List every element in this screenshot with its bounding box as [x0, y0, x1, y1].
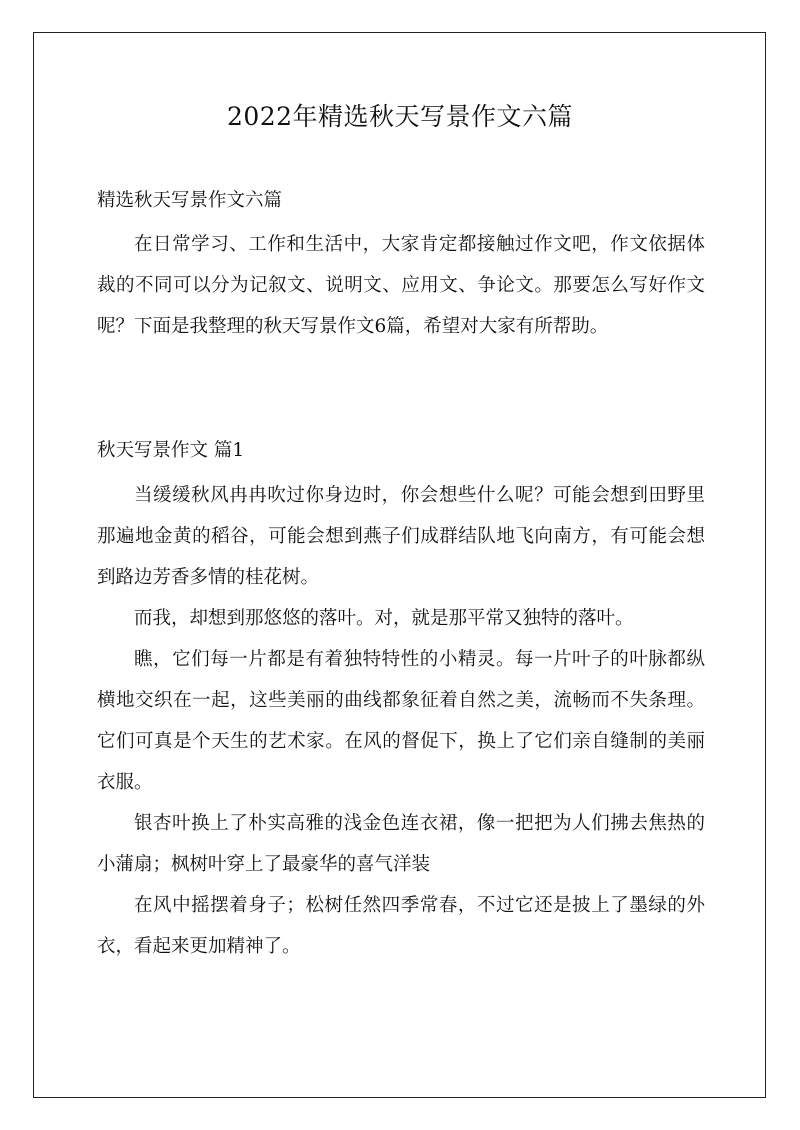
essay-paragraph: 当缓缓秋风冉冉吹过你身边时，你会想些什么呢？可能会想到田野里那遍地金黄的稻谷，可能会想到燕子们成群结队地飞向南方，有可能会想到路边芳香多情的桂花树。 [97, 485, 705, 588]
essay-1-heading: 秋天写景作文 篇1 [97, 440, 245, 461]
intro-paragraph: 在日常学习、工作和生活中，大家肯定都接触过作文吧，作文依据体裁的不同可以分为记叙文、说明文、应用文、争论文。那要怎么写好作文呢？下面是我整理的秋天写景作文6篇，希望对大家有所帮助。 [97, 234, 705, 337]
essay-paragraph: 在风中摇摆着身子；松树任然四季常春，不过它还是披上了墨绿的外衣，看起来更加精神了。 [97, 895, 705, 957]
essay-1-body [97, 475, 705, 967]
document-title: 2022年精选秋天写景作文六篇 [226, 102, 574, 131]
essay-paragraph: 而我，却想到那悠悠的落叶。对，就是那平常又独特的落叶。 [134, 608, 634, 629]
section-title: 精选秋天写景作文六篇 [97, 190, 283, 211]
essay-paragraph: 银杏叶换上了朴实高雅的浅金色连衣裙，像一把把为人们拂去焦热的小蒲扇；枫树叶穿上了最豪华的喜气洋装 [97, 813, 705, 875]
intro-block [97, 224, 705, 347]
essay-paragraph: 瞧，它们每一片都是有着独特特性的小精灵。每一片叶子的叶脉都纵横地交织在一起，这些美丽的曲线都象征着自然之美，流畅而不失条理。它们可真是个天生的艺术家。在风的督促下，换上了它们亲自缝制的美丽衣服。 [97, 649, 705, 793]
